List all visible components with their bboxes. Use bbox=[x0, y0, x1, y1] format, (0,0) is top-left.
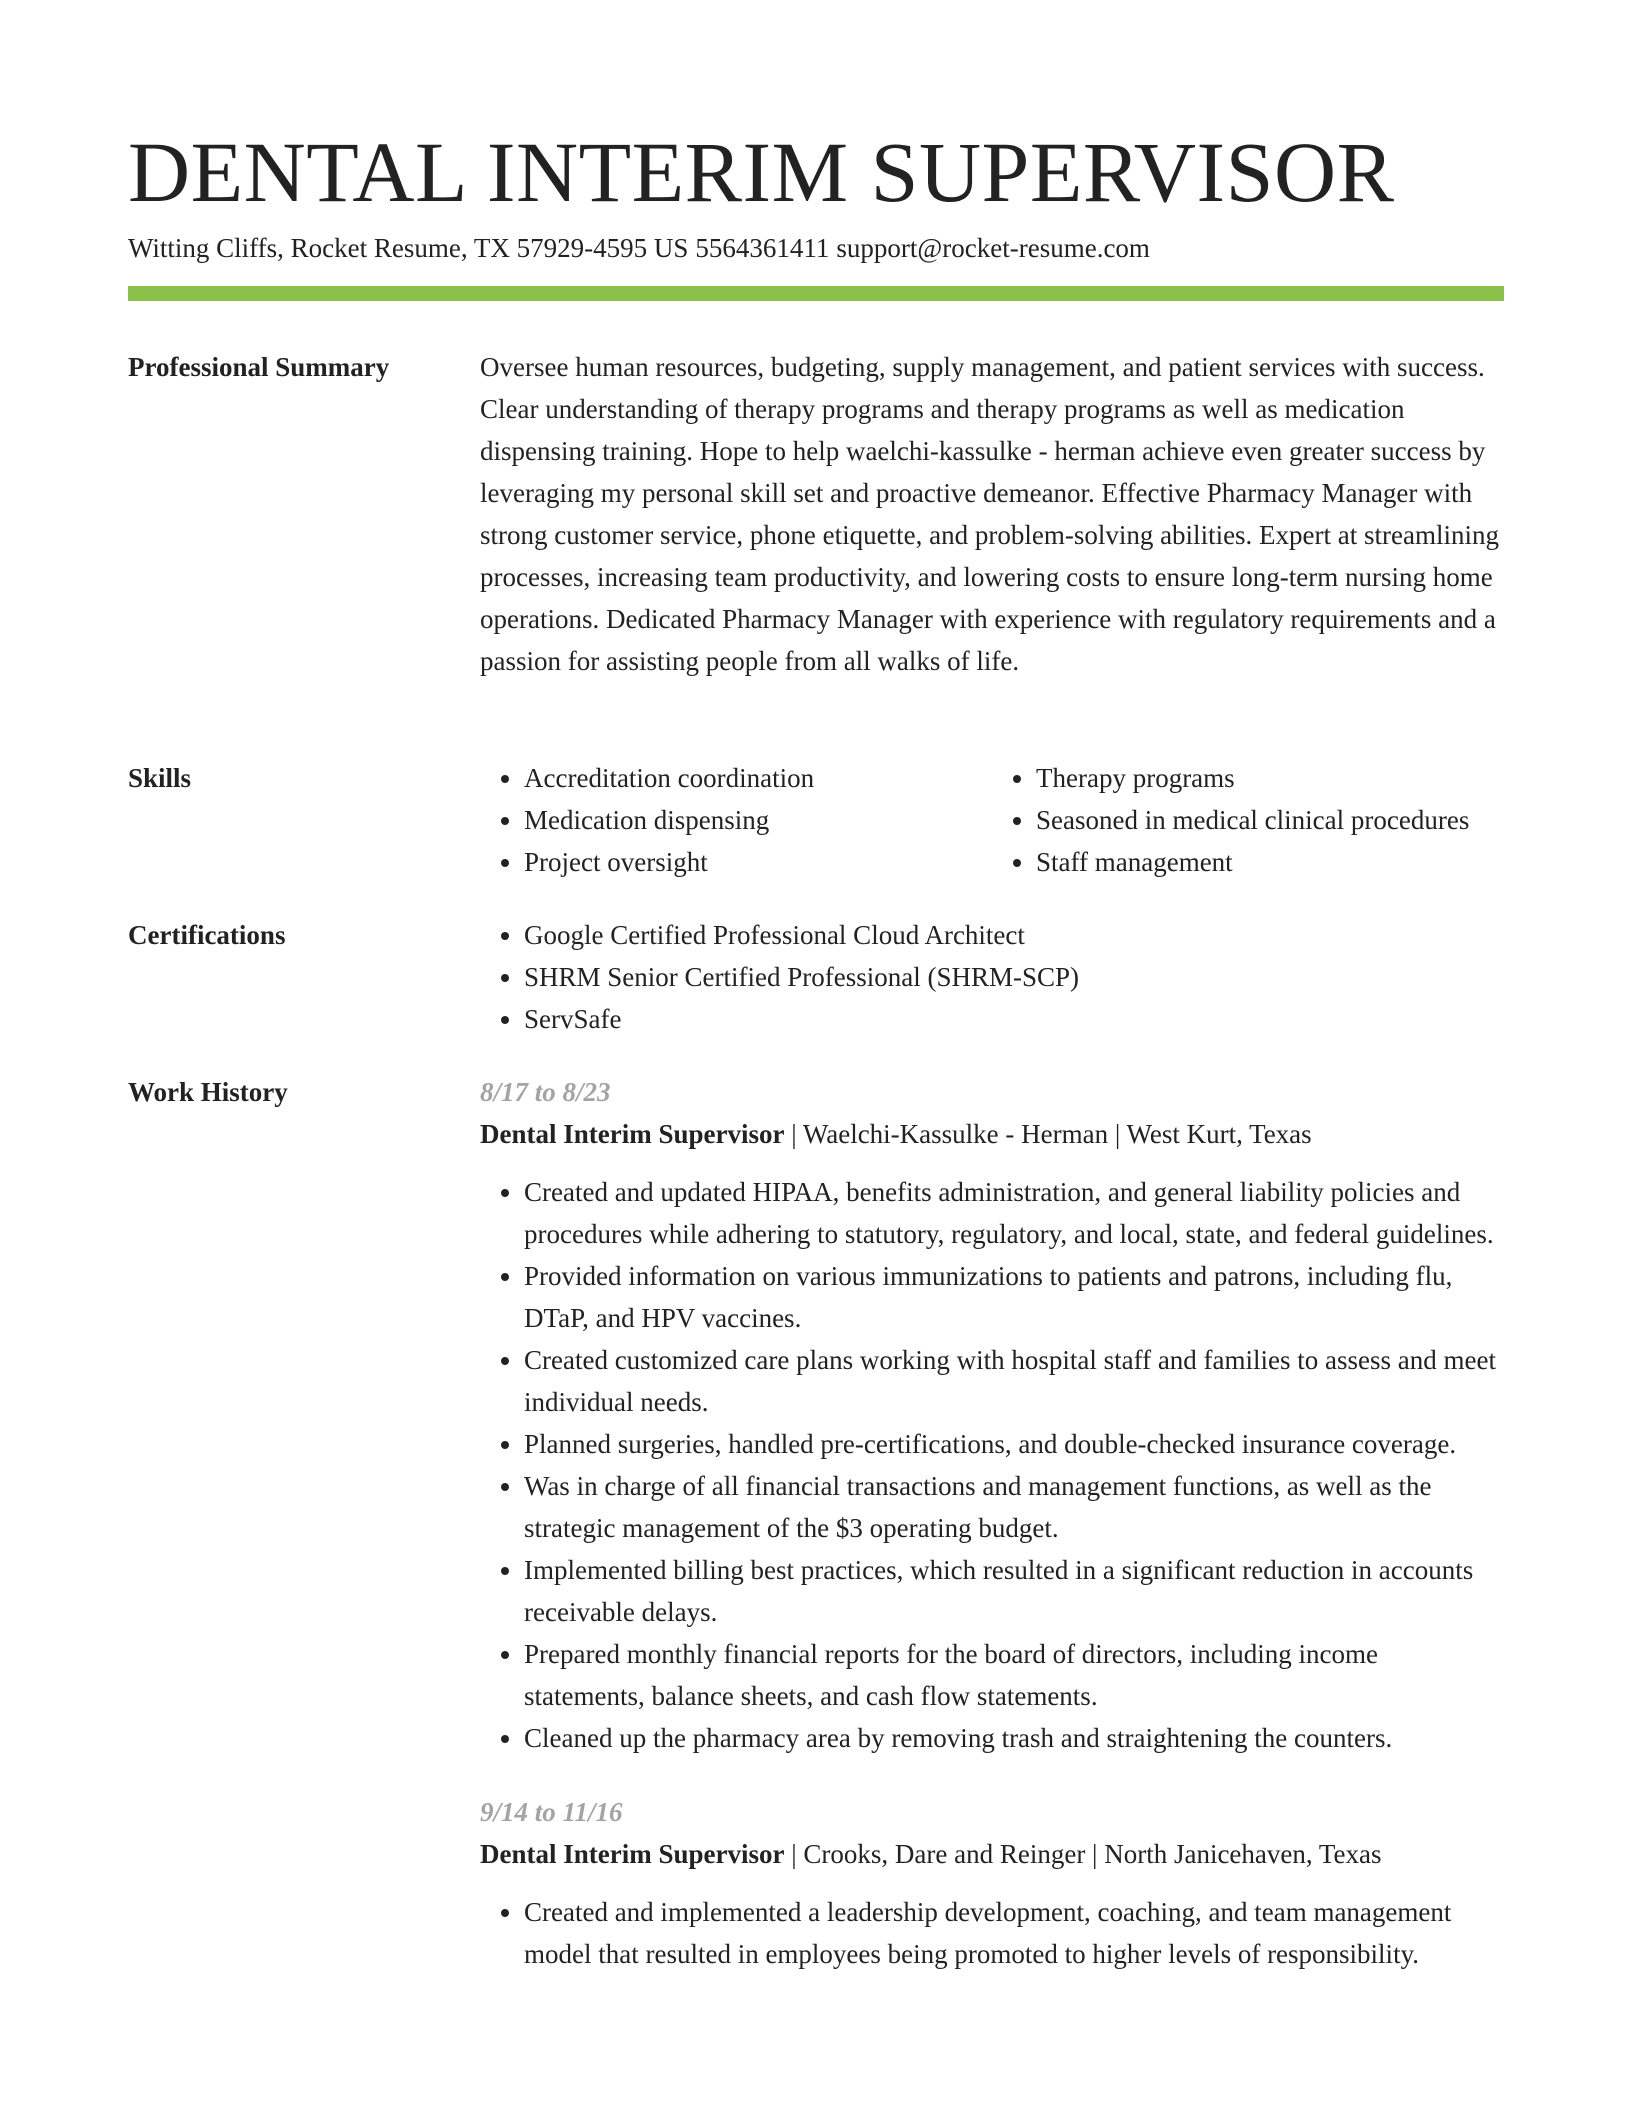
skill-item: • Seasoned in medical clinical procedures bbox=[1036, 799, 1504, 841]
certification-item: • Google Certified Professional Cloud Architect bbox=[524, 914, 1504, 956]
contact-line bbox=[128, 230, 1157, 266]
job-title: Dental Interim Supervisor bbox=[480, 1839, 785, 1869]
job-bullet: • Cleaned up the pharmacy area by removing trash and straightening the counters. bbox=[524, 1717, 1504, 1759]
job-bullet: • Planned surgeries, handled pre-certifications, and double-checked insurance coverage. bbox=[524, 1423, 1504, 1465]
summary-label: Professional Summary bbox=[128, 352, 390, 382]
summary-body bbox=[480, 346, 1504, 682]
job-bullet: • Implemented billing best practices, which resulted in a significant reduction in accounts receivable delays. bbox=[524, 1549, 1504, 1633]
job-bullets bbox=[480, 1891, 1504, 1975]
skill-item: • Therapy programs bbox=[1036, 757, 1504, 799]
job-heading bbox=[480, 1833, 1504, 1875]
certification-item: • ServSafe bbox=[524, 998, 1504, 1040]
skills-column-2 bbox=[992, 757, 1504, 883]
job-entry bbox=[480, 1791, 1504, 1975]
summary-text: Oversee human resources, budgeting, supply management, and patient services with success. Clear understanding of therapy programs and therapy programs as well as medication dispensing training. Hope to help waelchi-kassulke - herman achieve even greater success by leveraging my personal skill set and proactive demeanor. Effective Pharmacy Manager with strong customer service, phone etiquette, and problem-solving abilities. Expert at streamlining processes, increasing team productivity, and lowering costs to ensure long-term nursing home operations. Dedicated Pharmacy Manager with experience with regulatory requirements and a passion for assisting people from all walks of life. bbox=[480, 352, 1499, 676]
job-title: Dental Interim Supervisor bbox=[480, 1119, 785, 1149]
job-bullet: • Created and implemented a leadership development, coaching, and team management model that resulted in employees being promoted to higher levels of responsibility. bbox=[524, 1891, 1504, 1975]
job-bullet: • Provided information on various immunizations to patients and patrons, including flu, DTaP, and HPV vaccines. bbox=[524, 1255, 1504, 1339]
certifications-label: Certifications bbox=[128, 920, 286, 950]
skills-grid bbox=[480, 757, 1504, 883]
skill-item: • Accreditation coordination bbox=[524, 757, 992, 799]
job-bullet: • Created customized care plans working with hospital staff and families to assess and meet individual needs. bbox=[524, 1339, 1504, 1423]
job-bullet: • Created and updated HIPAA, benefits administration, and general liability policies and procedures while adhering to statutory, regulatory, and local, state, and federal guidelines. bbox=[524, 1171, 1504, 1255]
job-employer-location: | Waelchi-Kassulke - Herman | West Kurt, Texas bbox=[784, 1119, 1312, 1149]
skill-item: • Staff management bbox=[1036, 841, 1504, 883]
work-history-body bbox=[480, 1071, 1504, 1975]
job-heading bbox=[480, 1113, 1504, 1155]
job-entry bbox=[480, 1071, 1504, 1759]
header-divider bbox=[128, 286, 1504, 301]
skill-item: • Medication dispensing bbox=[524, 799, 992, 841]
job-bullet: • Prepared monthly financial reports for the board of directors, including income statements, balance sheets, and cash flow statements. bbox=[524, 1633, 1504, 1717]
skill-item: • Project oversight bbox=[524, 841, 992, 883]
contact-phone: 5564361411 bbox=[695, 233, 830, 263]
skills-body bbox=[480, 757, 1504, 883]
job-bullets bbox=[480, 1171, 1504, 1759]
skills-label: Skills bbox=[128, 763, 192, 793]
contact-email[interactable]: support@rocket-resume.com bbox=[836, 233, 1150, 263]
job-bullet: • Was in charge of all financial transactions and management functions, as well as the strategic management of the $3 operating budget. bbox=[524, 1465, 1504, 1549]
contact-address: Witting Cliffs, Rocket Resume, TX 57929-4595 US bbox=[128, 233, 689, 263]
certifications-list bbox=[480, 914, 1504, 1040]
certifications-body bbox=[480, 914, 1504, 1040]
skills-column-1 bbox=[480, 757, 992, 883]
certification-item: • SHRM Senior Certified Professional (SHRM-SCP) bbox=[524, 956, 1504, 998]
job-dates: 9/14 to 11/16 bbox=[480, 1797, 623, 1827]
work-history-label: Work History bbox=[128, 1077, 288, 1107]
candidate-name: DENTAL INTERIM SUPERVISOR bbox=[128, 124, 1395, 220]
job-employer-location: | Crooks, Dare and Reinger | North Janicehaven, Texas bbox=[784, 1839, 1382, 1869]
job-dates: 8/17 to 8/23 bbox=[480, 1077, 611, 1107]
